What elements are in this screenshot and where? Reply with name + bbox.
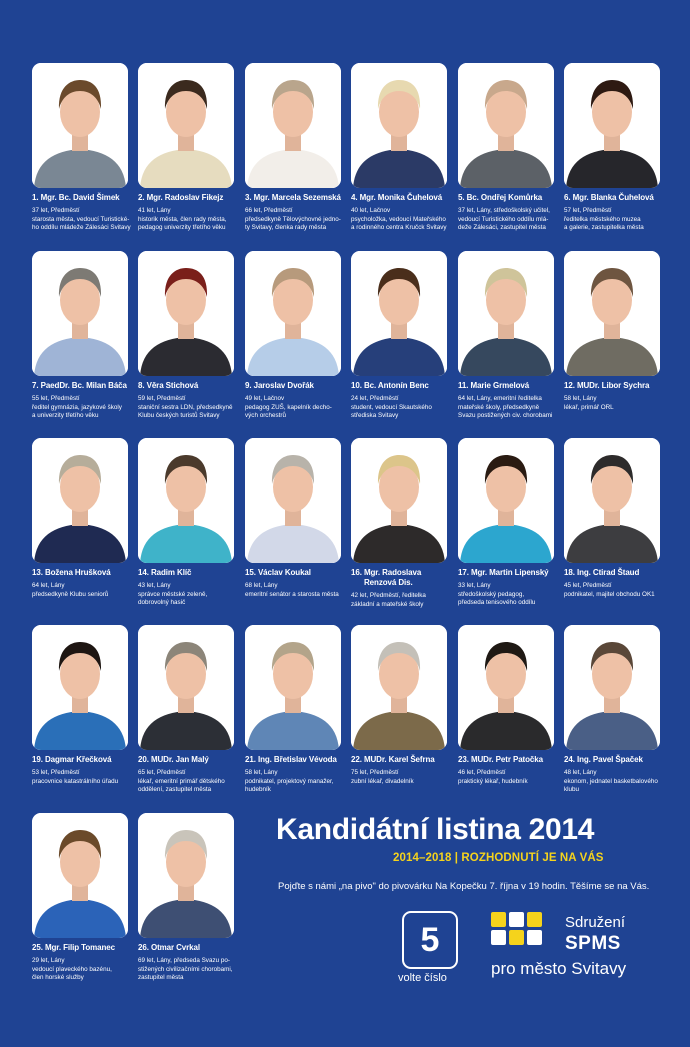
- candidate-name: [564, 193, 660, 203]
- candidate-name-line: 26. Otmar Cvrkal: [138, 943, 200, 952]
- candidate-photo: [458, 438, 554, 563]
- portrait-icon: [138, 625, 234, 750]
- candidate-photo: [458, 63, 554, 188]
- portrait-icon: [458, 251, 554, 376]
- candidate-card: [458, 63, 554, 233]
- candidate-name-line: 5. Bc. Ondřej Komůrka: [458, 193, 543, 202]
- candidate-description: [32, 207, 136, 233]
- candidate-description: [245, 395, 349, 421]
- candidate-card: [351, 63, 447, 233]
- candidate-description-line: 42 let, Předměstí, ředitelka: [351, 592, 426, 599]
- candidate-card: [351, 438, 447, 609]
- candidate-description: [138, 769, 242, 795]
- candidate-description-line: student, vedoucí Skautského: [351, 403, 432, 411]
- candidate-card: [564, 63, 660, 233]
- candidate-description-line: ty Svitavy, členka rady města: [245, 224, 327, 232]
- candidate-description-line: ředitel gymnázia, jazykové školy: [32, 403, 122, 411]
- candidate-photo: [138, 625, 234, 750]
- candidate-name: [32, 193, 128, 203]
- candidate-description-line: pracovnice katastrálního úřadu: [32, 777, 119, 785]
- candidate-description-line: Klubu českých turistů Svitavy: [138, 412, 220, 420]
- candidate-description: [138, 207, 242, 233]
- portrait-icon: [245, 625, 341, 750]
- candidate-card: [32, 251, 128, 421]
- candidate-description-line: 59 let, Předměstí: [138, 395, 186, 402]
- candidate-description-line: 37 let, Předměstí: [32, 207, 80, 214]
- candidate-description: [458, 395, 562, 421]
- candidate-card: [458, 251, 554, 421]
- candidate-card: [245, 625, 341, 795]
- candidate-card: [245, 251, 341, 421]
- candidate-description-line: Svazu postižených civ. chorobami: [458, 412, 553, 420]
- candidate-photo: [32, 251, 128, 376]
- candidate-description-line: klubu: [564, 786, 580, 794]
- candidate-description-line: 48 let, Lány: [564, 769, 597, 776]
- logo-square-icon: [491, 912, 506, 927]
- portrait-icon: [458, 438, 554, 563]
- candidate-name-line: 22. MUDr. Karel Šefrna: [351, 755, 435, 764]
- candidate-photo: [245, 251, 341, 376]
- candidate-name-line: 10. Bc. Antonín Benc: [351, 381, 429, 390]
- candidate-name-line: 18. Ing. Ctirad Štaud: [564, 568, 640, 577]
- candidate-description: [458, 207, 562, 233]
- candidate-name: [564, 381, 660, 391]
- candidate-description-line: ho oddílu mládeže Zálesáci Svitavy: [32, 224, 131, 232]
- candidate-name: [351, 755, 447, 765]
- candidate-description: [138, 582, 242, 608]
- candidate-description-line: 58 let, Lány: [245, 769, 278, 776]
- portrait-icon: [564, 63, 660, 188]
- candidate-photo: [138, 813, 234, 938]
- candidate-description-line: 24 let, Předměstí: [351, 395, 399, 402]
- candidate-photo: [351, 438, 447, 563]
- portrait-icon: [351, 63, 447, 188]
- candidate-description-line: předsedkyně Tělovýchovné jedno-: [245, 215, 341, 223]
- candidate-photo: [138, 438, 234, 563]
- portrait-icon: [245, 63, 341, 188]
- candidate-name-line: 8. Věra Stichová: [138, 381, 199, 390]
- candidate-photo: [138, 63, 234, 188]
- candidate-description-line: 45 let, Předměstí: [564, 582, 612, 589]
- portrait-icon: [32, 813, 128, 938]
- candidate-description-line: oddělení, zastupitel města: [138, 786, 212, 794]
- candidate-card: [138, 63, 234, 233]
- candidate-photo: [351, 625, 447, 750]
- candidate-description-line: starosta města, vedoucí Turistické-: [32, 215, 130, 223]
- candidate-card: [458, 625, 554, 786]
- candidate-description-line: podnikatel, majitel obchodu OK1: [564, 590, 655, 598]
- candidate-name-line: 16. Mgr. Radoslava: [351, 568, 422, 577]
- candidate-description-line: předseda tenisového oddílu: [458, 599, 536, 607]
- candidate-name: [351, 381, 447, 391]
- candidate-description-line: 33 let, Lány: [458, 582, 491, 589]
- candidate-photo: [564, 438, 660, 563]
- candidate-name: [245, 381, 341, 391]
- candidate-description-line: 57 let, Předměstí: [564, 207, 612, 214]
- candidate-description: [564, 769, 668, 795]
- portrait-icon: [32, 63, 128, 188]
- candidate-card: [564, 625, 660, 795]
- candidate-photo: [564, 625, 660, 750]
- candidate-card: [32, 63, 131, 233]
- candidate-name-line: 4. Mgr. Monika Čuhelová: [351, 193, 443, 202]
- candidate-description: [351, 592, 455, 609]
- candidate-photo: [245, 625, 341, 750]
- candidate-photo: [245, 438, 341, 563]
- candidate-name-line: 3. Mgr. Marcela Sezemská: [245, 193, 341, 202]
- logo-square-icon: [509, 930, 524, 945]
- candidate-card: [138, 438, 234, 608]
- candidate-description-line: stižených civilizačními chorobami,: [138, 965, 233, 973]
- candidate-description-line: vedoucí plaveckého bazénu,: [32, 965, 112, 973]
- candidate-description-line: předsedkyně Klubu seniorů: [32, 590, 109, 598]
- candidate-description-line: správce městské zeleně,: [138, 590, 208, 598]
- candidate-name: [32, 943, 128, 953]
- candidate-description: [245, 207, 349, 233]
- logo-line-3: pro město Svitavy: [491, 959, 627, 978]
- candidate-name: [351, 568, 447, 588]
- vote-number: 5: [420, 921, 440, 959]
- portrait-icon: [245, 438, 341, 563]
- candidate-description-line: lékař, emeritní primář dětského: [138, 777, 225, 785]
- portrait-icon: [245, 251, 341, 376]
- candidate-name: [458, 381, 554, 391]
- candidate-description: [564, 207, 668, 233]
- candidate-name-line: Renzová Dis.: [364, 578, 413, 587]
- candidate-description-line: praktický lékař, hudebník: [458, 777, 528, 785]
- candidate-name: [564, 568, 660, 578]
- candidate-photo: [564, 63, 660, 188]
- portrait-icon: [138, 813, 234, 938]
- candidate-name: [138, 943, 234, 953]
- candidate-photo: [564, 251, 660, 376]
- candidate-description: [351, 769, 455, 786]
- candidate-name: [138, 568, 234, 578]
- candidate-card: [351, 625, 447, 786]
- candidate-card: [458, 438, 554, 608]
- candidate-description: [245, 769, 349, 795]
- candidate-description: [564, 582, 668, 599]
- portrait-icon: [351, 625, 447, 750]
- candidate-photo: [32, 438, 128, 563]
- portrait-icon: [351, 438, 447, 563]
- candidate-description-line: lékař, primář ORL: [564, 403, 614, 411]
- candidate-description-line: 46 let, Předměstí: [458, 769, 506, 776]
- candidate-name-line: 24. Ing. Pavel Špaček: [564, 755, 643, 764]
- candidate-description-line: a univerzity třetího věku: [32, 412, 99, 420]
- candidate-description-line: 64 let, Lány: [32, 582, 65, 589]
- logo-square-icon: [527, 912, 542, 927]
- candidate-description: [564, 395, 668, 412]
- portrait-icon: [564, 438, 660, 563]
- candidate-description-line: mateřské školy, předsedkyně: [458, 403, 540, 411]
- portrait-icon: [138, 63, 234, 188]
- candidate-name: [564, 755, 660, 765]
- candidate-name-line: 14. Radim Klíč: [138, 568, 192, 577]
- candidate-name-line: 13. Božena Hrušková: [32, 568, 111, 577]
- candidate-name-line: 6. Mgr. Blanka Čuhelová: [564, 193, 654, 202]
- candidate-card: [138, 625, 234, 795]
- candidate-card: [32, 625, 128, 786]
- poster-subtitle: 2014–2018 | ROZHODNUTÍ JE NA VÁS: [393, 852, 604, 864]
- candidate-name: [138, 381, 234, 391]
- candidate-name: [138, 755, 234, 765]
- candidate-description-line: 75 let, Předměstí: [351, 769, 399, 776]
- candidate-description-line: historik města, člen rady města,: [138, 215, 227, 223]
- candidate-description-line: 55 let, Předměstí: [32, 395, 80, 402]
- candidate-description-line: pedagog univerzity třetího věku: [138, 224, 226, 232]
- logo-line-2: SPMS: [565, 933, 621, 954]
- candidate-description-line: a galerie, zastupitelka města: [564, 224, 644, 232]
- candidate-name-line: 1. Mgr. Bc. David Šimek: [32, 193, 120, 202]
- candidate-name-line: 20. MUDr. Jan Malý: [138, 755, 209, 764]
- candidate-description-line: pedagog ZUŠ, kapelník decho-: [245, 403, 332, 411]
- candidate-description-line: 64 let, Lány, emeritní ředitelka: [458, 395, 542, 402]
- candidate-card: [245, 63, 341, 233]
- candidate-description: [32, 769, 136, 786]
- candidate-description: [32, 957, 136, 983]
- portrait-icon: [351, 251, 447, 376]
- candidate-description-line: středoškolský pedagog,: [458, 590, 525, 598]
- candidate-name-line: 9. Jaroslav Dvořák: [245, 381, 314, 390]
- candidate-name: [138, 193, 234, 203]
- candidate-description-line: 43 let, Lány: [138, 582, 171, 589]
- candidate-description-line: 41 let, Lány: [138, 207, 171, 214]
- candidate-description-line: střediska Svitavy: [351, 412, 399, 420]
- candidate-description-line: ředitelka městského muzea: [564, 215, 641, 223]
- vote-number-box: [402, 911, 458, 969]
- candidate-photo: [32, 63, 128, 188]
- candidate-description-line: 53 let, Předměstí: [32, 769, 80, 776]
- candidate-photo: [32, 625, 128, 750]
- candidate-name: [245, 193, 341, 203]
- logo-square-icon: [491, 930, 506, 945]
- candidate-name-line: 11. Marie Grmelová: [458, 381, 530, 390]
- candidate-description-line: člen horské služby: [32, 974, 84, 982]
- candidate-card: [351, 251, 447, 421]
- candidate-description: [138, 957, 242, 983]
- candidate-description-line: 49 let, Lačnov: [245, 395, 285, 402]
- candidate-name-line: 19. Dagmar Křečková: [32, 755, 112, 764]
- candidate-description-line: 69 let, Lány, předseda Svazu po-: [138, 957, 230, 964]
- invitation-text: Pojďte s námi „na pivo" do pivovárku Na Kopečku 7. října v 19 hodin. Těšíme se na Vás.: [278, 881, 650, 892]
- poster-title: Kandidátní listina 2014: [276, 813, 595, 846]
- candidate-description-line: vých orchestrů: [245, 412, 286, 420]
- candidate-photo: [245, 63, 341, 188]
- candidate-card: [32, 438, 128, 599]
- vote-label: volte číslo: [398, 972, 447, 984]
- candidate-description-line: 65 let, Předměstí: [138, 769, 186, 776]
- candidate-photo: [458, 251, 554, 376]
- candidate-name: [32, 568, 128, 578]
- candidate-card: [564, 438, 660, 599]
- logo-line-1: Sdružení: [565, 914, 626, 931]
- candidate-description: [351, 395, 455, 421]
- candidate-name: [458, 755, 554, 765]
- candidate-name-line: 2. Mgr. Radoslav Fikejz: [138, 193, 224, 202]
- candidate-description-line: zubní lékař, divadelník: [351, 777, 414, 785]
- candidate-description-line: 40 let, Lačnov: [351, 207, 391, 214]
- candidate-description-line: ekonom, jednatel basketbalového: [564, 777, 658, 785]
- candidate-card: [564, 251, 660, 412]
- candidate-description: [351, 207, 455, 233]
- candidate-description-line: 29 let, Lány: [32, 957, 65, 964]
- candidate-photo: [32, 813, 128, 938]
- candidate-card: [32, 813, 128, 983]
- portrait-icon: [32, 625, 128, 750]
- candidate-description-line: emeritní senátor a starosta města: [245, 590, 339, 598]
- candidate-description-line: vedoucí Turistického oddílu mlá-: [458, 215, 549, 223]
- portrait-icon: [458, 625, 554, 750]
- candidate-name-line: 15. Václav Koukal: [245, 568, 311, 577]
- candidate-description-line: podnikatel, projektový manažer,: [245, 777, 334, 785]
- logo-square-icon: [527, 930, 542, 945]
- portrait-icon: [138, 438, 234, 563]
- candidate-card: [138, 813, 234, 983]
- candidate-name-line: 7. PaedDr. Bc. Milan Báča: [32, 381, 127, 390]
- candidate-description-line: staniční sestra LDN, předsedkyně: [138, 403, 233, 411]
- portrait-icon: [32, 438, 128, 563]
- candidate-photo: [458, 625, 554, 750]
- portrait-icon: [32, 251, 128, 376]
- candidate-name: [458, 568, 554, 578]
- candidate-description-line: deže Zálesáci, zastupitel města: [458, 224, 546, 232]
- candidate-description-line: základní a mateřské školy: [351, 600, 424, 608]
- candidate-description: [138, 395, 242, 421]
- candidate-photo: [351, 251, 447, 376]
- portrait-icon: [564, 625, 660, 750]
- candidate-name-line: 12. MUDr. Libor Sychra: [564, 381, 650, 390]
- portrait-icon: [138, 251, 234, 376]
- candidate-description-line: dobrovolný hasič: [138, 599, 186, 607]
- candidate-photo: [138, 251, 234, 376]
- candidate-name: [351, 193, 447, 203]
- portrait-icon: [564, 251, 660, 376]
- candidate-description-line: 66 let, Předměstí: [245, 207, 293, 214]
- portrait-icon: [458, 63, 554, 188]
- candidate-name: [245, 568, 341, 578]
- candidate-card: [245, 438, 341, 599]
- candidate-name-line: 25. Mgr. Filip Tomanec: [32, 943, 116, 952]
- logo-square-icon: [509, 912, 524, 927]
- candidate-name: [245, 755, 341, 765]
- candidate-description-line: hudebník: [245, 786, 271, 794]
- candidate-card: [138, 251, 234, 421]
- candidate-photo: [351, 63, 447, 188]
- candidate-description: [458, 769, 562, 786]
- candidate-name-line: 21. Ing. Břetislav Vévoda: [245, 755, 337, 764]
- candidate-description-line: 58 let, Lány: [564, 395, 597, 402]
- candidate-name: [32, 755, 128, 765]
- candidate-description: [32, 395, 136, 421]
- candidate-description-line: zastupitel města: [138, 974, 184, 982]
- candidate-description-line: a rodinného centra Kručck Svitavy: [351, 224, 447, 232]
- candidate-description-line: 68 let, Lány: [245, 582, 278, 589]
- candidate-name: [32, 381, 128, 391]
- candidate-name: [458, 193, 554, 203]
- candidate-description: [245, 582, 349, 599]
- candidate-description-line: 37 let, Lány, středoškolský učitel,: [458, 207, 550, 214]
- candidate-description: [32, 582, 136, 599]
- candidate-name-line: 23. MUDr. Petr Patočka: [458, 755, 543, 764]
- candidate-description-line: psycholožka, vedoucí Mateřského: [351, 215, 446, 223]
- candidate-description: [458, 582, 562, 608]
- candidate-name-line: 17. Mgr. Martin Lipenský: [458, 568, 549, 577]
